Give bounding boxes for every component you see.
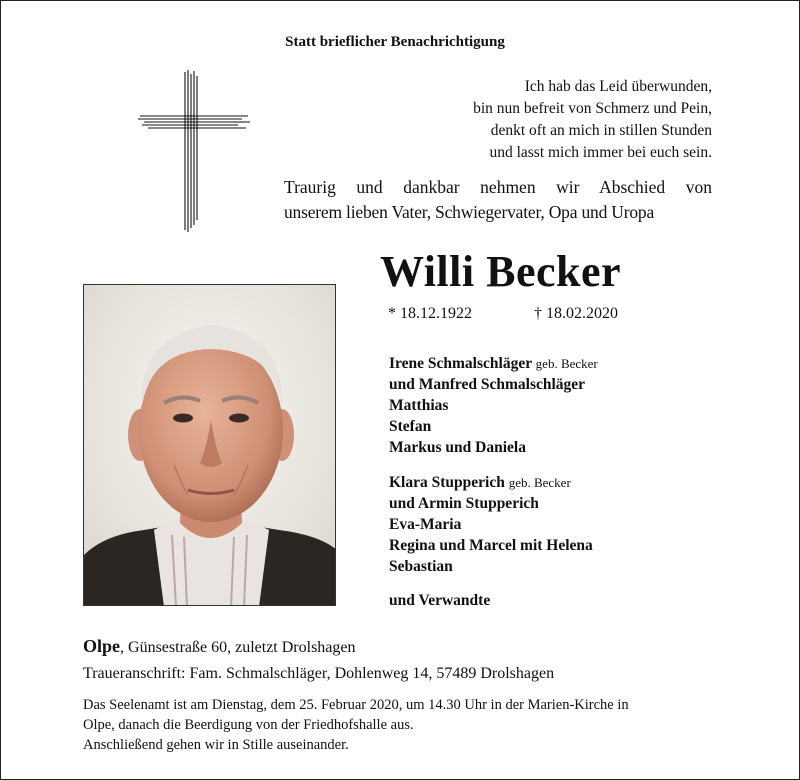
poem-line: denkt oft an mich in stillen Stunden: [490, 122, 712, 139]
family-member: Regina und Marcel mit Helena: [389, 537, 593, 554]
family-member: und Armin Stupperich: [389, 495, 539, 512]
poem: [352, 76, 712, 164]
portrait-illustration: [84, 285, 336, 606]
mourning-address: Traueranschrift: Fam. Schmalschläger, Dohlenweg 14, 57489 Drolshagen: [83, 665, 555, 682]
poem-line: Ich hab das Leid überwunden,: [524, 78, 712, 95]
family-group-1: [389, 353, 598, 458]
notice-line: Anschließend gehen wir in Stille auseinander.: [83, 737, 349, 753]
header-title: Statt brieflicher Benachrichtigung: [285, 34, 505, 50]
service-notice: [83, 695, 723, 755]
family-member: [389, 353, 598, 374]
maiden-name: geb. Becker: [535, 356, 598, 371]
family-member: Matthias: [389, 397, 449, 414]
family-member: [389, 472, 593, 493]
maiden-name: geb. Becker: [508, 475, 571, 490]
residence: [83, 633, 554, 661]
notice-line: Olpe, danach die Beerdigung von der Friedhofshalle aus.: [83, 717, 414, 733]
cross-icon: [138, 70, 250, 232]
intro-text: [284, 175, 712, 225]
family-member: Markus und Daniela: [389, 439, 526, 456]
family-member: Sebastian: [389, 558, 453, 575]
poem-line: bin nun befreit von Schmerz und Pein,: [473, 100, 712, 117]
family-member: und Manfred Schmalschläger: [389, 376, 586, 393]
intro-line: unserem lieben Vater, Schwiegervater, Opa und Uropa: [284, 202, 655, 222]
intro-line: Traurig und dankbar nehmen wir Abschied von: [284, 177, 712, 197]
street: , Günsestraße 60, zuletzt Drolshagen: [120, 639, 356, 656]
death-date: † 18.02.2020: [534, 305, 618, 322]
family-group-2: [389, 472, 593, 577]
family-member-name: Irene Schmalschläger: [389, 355, 532, 372]
notice-line: Das Seelenamt ist am Dienstag, dem 25. Februar 2020, um 14.30 Uhr in der Marien-Kirche in: [83, 697, 629, 713]
deceased-name: Willi Becker: [380, 247, 622, 296]
relatives: und Verwandte: [389, 592, 491, 609]
family-member-name: Klara Stupperich: [389, 474, 505, 491]
poem-line: und lasst mich immer bei euch sein.: [489, 144, 712, 161]
birth-date: * 18.12.1922: [388, 305, 472, 322]
portrait-photo: [83, 284, 336, 606]
family-member: Eva-Maria: [389, 516, 462, 533]
family-member: Stefan: [389, 418, 432, 435]
address-block: [83, 633, 554, 687]
city: Olpe: [83, 636, 121, 656]
